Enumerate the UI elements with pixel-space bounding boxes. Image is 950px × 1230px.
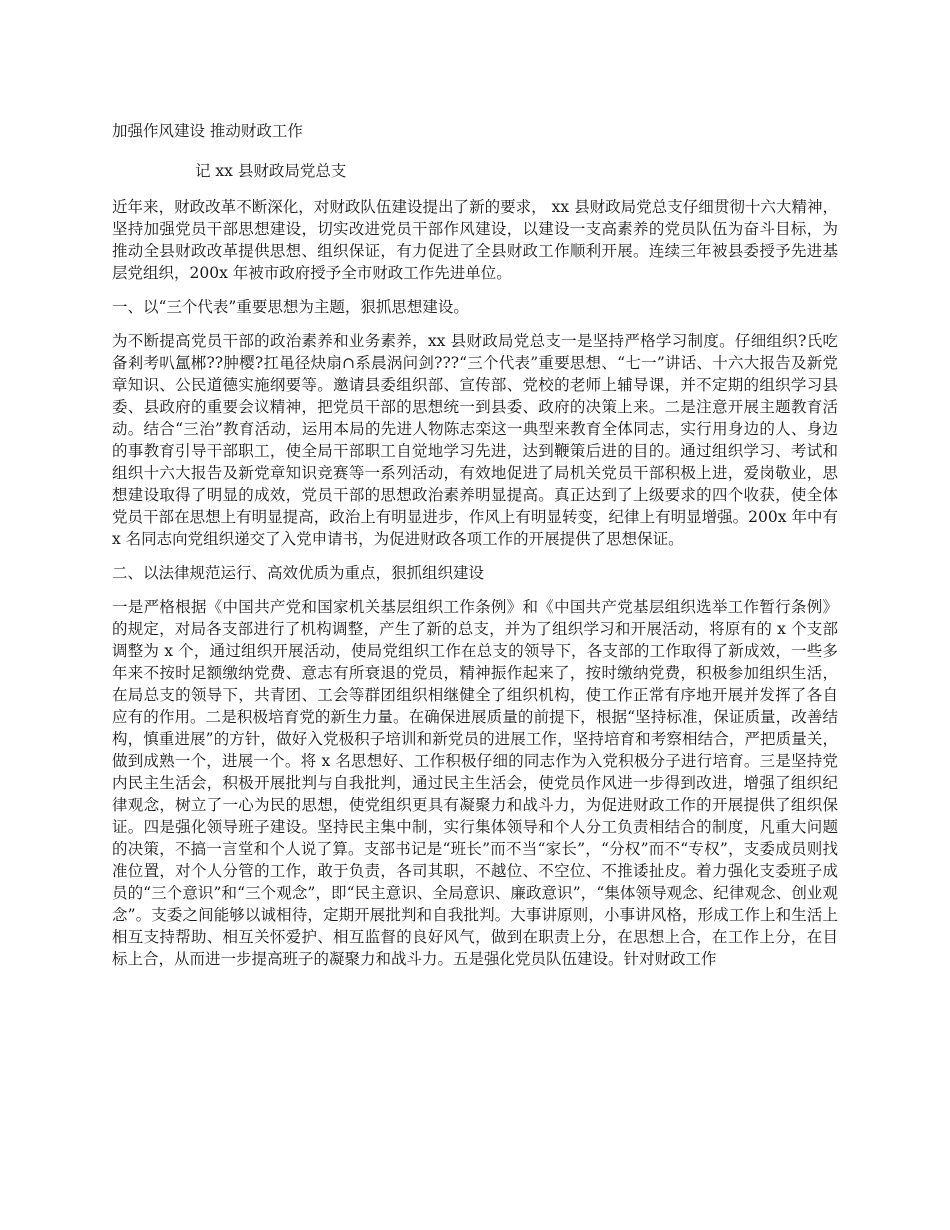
section-2-heading: 二、以法律规范运行、高效优质为重点，狠抓组织建设: [112, 564, 485, 582]
section-2-body: 一是严格根据《中国共产党和国家机关基层组织工作条例》和《中国共产党基层组织选举工作暂行条例》的规定，对局各支部进行了机构调整，产生了新的总支，并为了组织学习和开展活动，将原有的 x 个支部调整为 x 个，通过组织开展活动，使局党组织工作在总支的领导下，各支部的工作取得了新成效，一些多年来不按时足额缴纳党费、意志有所衰退的党员，精神振作起来了，按时缴纳党费，积极参加组织生活，在局总支的领导下，共青团、工会等群团组织相继健全了组织机构，使工作正常有序地开展并发挥了各自应有的作用。二是积极培育党的新生力量。在确保进展质量的前提下，根据“坚持标准，保证质量，改善结构，慎重进展”的方针，做好入党极积子培训和新党员的进展工作，坚持培育和考察相结合，严把质量关，做到成熟一个，进展一个。将 x 名思想好、工作积极仔细的同志作为入党积极分子进行培育。三是坚持党内民主生活会，积极开展批判与自我批判，通过民主生活会，使党员作风进一步得到改进，增强了组织纪律观念，树立了一心为民的思想，使党组织更具有凝聚力和战斗力，为促进财政工作的开展提供了组织保证。四是强化领导班子建设。坚持民主集中制，实行集体领导和个人分工负责相结合的制度，凡重大问题的决策，不搞一言堂和个人说了算。支部书记是“班长”而不当“家长”，“分权”而不“专权”，支委成员则找准位置，对个人分管的工作，敢于负责，各司其职，不越位、不空位、不推诿扯皮。着力强化支委班子成员的“三个意识”和“三个观念”，即“民主意识、全局意识、廉政意识”，“集体领导观念、纪律观念、创业观念”。支委之间能够以诚相待，定期开展批判和自我批判。大事讲原则，小事讲风格，形成工作上和生活上相互支持帮助、相互关怀爱护、相互监督的良好风气，做到在职责上分，在思想上合，在工作上分，在目标上合，从而进一步提高班子的凝聚力和战斗力。五是强化党员队伍建设。针对财政工作: [112, 598, 838, 968]
section-1-body: 为不断提高党员干部的政治素养和业务素养，xx 县财政局党总支一是坚持严格学习制度。仔细组织?氏吃备剎考叭氲郴??肿樱?扛黾径炔扇∩系晨涡问剑???“三个代表”重要思想、“七一”讲话、十六大报告及新党章知识、公民道德实施纲要等。邀请县委组织部、宣传部、党校的老师上辅导课，并不定期的组织学习县委、县政府的重要会议精神，把党员干部的思想统一到县委、政府的决策上来。二是注意开展主题教育活动。结合“三治”教育活动，运用本局的先进人物陈志栾这一典型来教育全体同志，实行用身边的人、身边的事教育引导干部职工，使全局干部职工自觉地学习先进，达到鞭策后进的目的。通过组织学习、考试和组织十六大报告及新党章知识竞赛等一系列活动，有效地促进了局机关党员干部积极上进，爱岗敬业，思想建设取得了明显的成效，党员干部的思想政治素养明显提高。真正达到了上级要求的四个收获，使全体党员干部在思想上有明显提高，政治上有明显进步，作风上有明显转变，纪律上有明显增强。200x 年中有 x 名同志向党组织递交了入党申请书，为促进财政各项工作的开展提供了思想保证。: [112, 332, 838, 548]
document-title: 加强作风建设 推动财政工作: [112, 122, 303, 140]
intro-paragraph: 近年来，财政改革不断深化，对财政队伍建设提出了新的要求， xx 县财政局党总支仔细贯彻十六大精神，坚持加强党员干部思想建设，切实改进党员干部作风建设，以建设一支高素养的党员队伍为奋斗目标，为推动全县财政改革提供思想、组织保证，有力促进了全县财政工作顺利开展。连续三年被县委授予先进基层党组织，200x 年被市政府授予全市财政工作先进单位。: [112, 198, 838, 282]
section-1-heading: 一、以“三个代表”重要思想为主题，狠抓思想建设。: [112, 298, 469, 316]
document-byline: 记 xx 县财政局党总支: [195, 162, 347, 180]
document-page: [112, 120, 838, 982]
